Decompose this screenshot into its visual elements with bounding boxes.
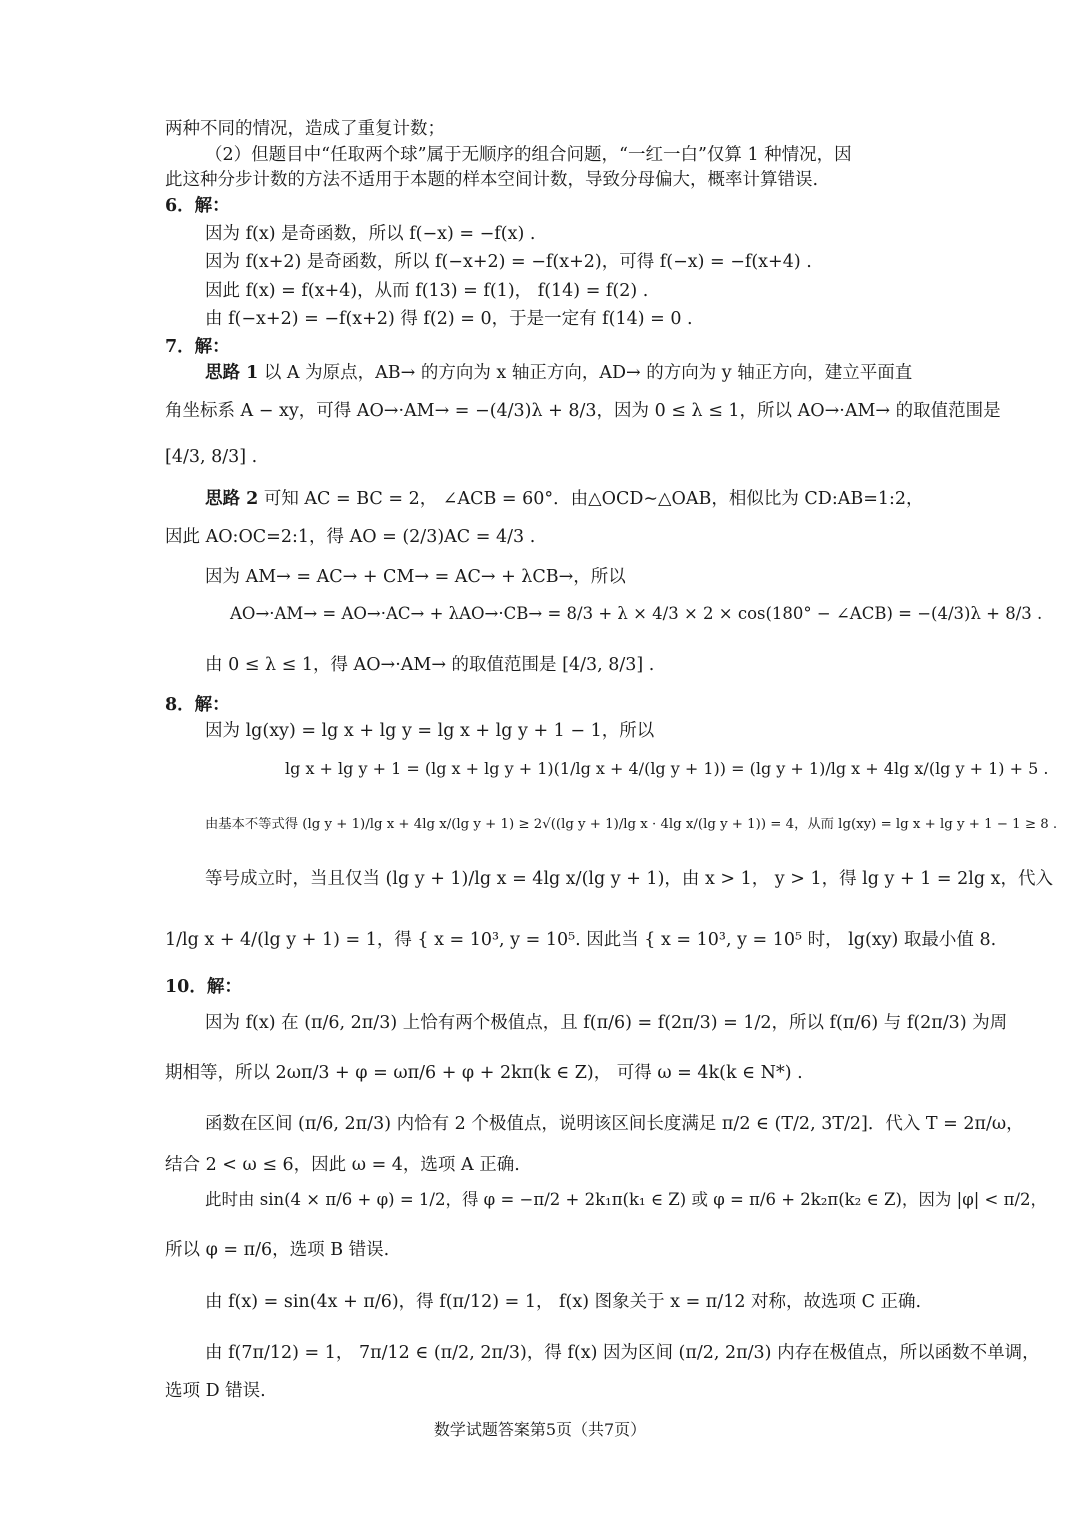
- text-span: 以 A 为原点，AB→ 的方向为 x 轴正方向，AD→ 的方向为 y 轴正方向，建立平面直: [263, 363, 913, 383]
- text-line: 因为 AM→ = AC→ + CM→ = AC→ + λCB→，所以: [205, 567, 626, 587]
- page-footer: 数学试题答案第5页（共7页）: [433, 1420, 647, 1439]
- text-line: 结合 2 < ω ≤ 6，因此 ω = 4，选项 A 正确.: [165, 1155, 520, 1175]
- text-line: 函数在区间 (π/6, 2π/3) 内恰有 2 个极值点，说明该区间长度满足 π/2 ∈ (T/2, 3T/2]．代入 T = 2π/ω，: [205, 1114, 1024, 1134]
- text-line: 选项 D 错误.: [165, 1381, 266, 1401]
- text-line: 因为 f(x) 在 (π/6, 2π/3) 上恰有两个极值点，且 f(π/6) = f(2π/3) = 1/2，所以 f(π/6) 与 f(2π/3) 为周: [205, 1013, 1008, 1033]
- text-line: 因为 f(x) 是奇函数，所以 f(−x) = −f(x) .: [205, 224, 536, 244]
- text-line: [4/3, 8/3] .: [165, 447, 258, 467]
- text-line: 因此 AO:OC=2:1，得 AO = (2/3)AC = 4/3 .: [165, 527, 536, 547]
- text-line: 由基本不等式得 (lg y + 1)/lg x + 4lg x/(lg y + 1) ≥ 2√((lg y + 1)/lg x · 4lg x/(lg y + 1)) = 4，从而 lg(xy) = lg x + lg y + 1 − 1 ≥ 8 .: [205, 817, 1058, 832]
- text-line: 此这种分步计数的方法不适用于本题的样本空间计数，导致分母偏大，概率计算错误.: [165, 170, 819, 190]
- section-heading: 6．解：: [165, 196, 230, 216]
- text-line: 等号成立时，当且仅当 (lg y + 1)/lg x = 4lg x/(lg y + 1)，由 x > 1， y > 1，得 lg y + 1 = 2lg x，代入: [205, 869, 1054, 889]
- text-line: 此时由 sin(4 × π/6 + φ) = 1/2，得 φ = −π/2 + 2k₁π(k₁ ∈ Z) 或 φ = π/6 + 2k₂π(k₂ ∈ Z)，因为 |φ| < π/2，: [205, 1190, 1048, 1209]
- text-line: 因为 f(x+2) 是奇函数，所以 f(−x+2) = −f(x+2)，可得 f(−x) = −f(x+4) .: [205, 252, 812, 272]
- text-line: 1/lg x + 4/(lg y + 1) = 1，得 { x = 10³, y = 10⁵. 因此当 { x = 10³, y = 10⁵ 时， lg(xy) 取最小值 8.: [165, 930, 997, 950]
- text-line: 由 f(−x+2) = −f(x+2) 得 f(2) = 0，于是一定有 f(14) = 0 .: [205, 309, 693, 329]
- text-span: 可知 AC = BC = 2， ∠ACB = 60°．由△OCD∼△OAB，相似比为 CD:AB=1:2，: [263, 489, 924, 509]
- text-line: [205, 361, 912, 385]
- idea-label: 思路 2: [205, 489, 259, 509]
- text-line: 所以 φ = π/6，选项 B 错误.: [165, 1240, 390, 1260]
- section-heading: 10．解：: [165, 977, 242, 997]
- text-line: 角坐标系 A − xy，可得 AO→·AM→ = −(4/3)λ + 8/3，因为 0 ≤ λ ≤ 1，所以 AO→·AM→ 的取值范围是: [165, 401, 1001, 421]
- section-heading: 7．解：: [165, 337, 230, 357]
- idea-label: 思路 1: [205, 363, 259, 383]
- text-line: 由 f(x) = sin(4x + π/6)，得 f(π/12) = 1， f(x) 图象关于 x = π/12 对称，故选项 C 正确.: [205, 1292, 922, 1312]
- text-line: 期相等，所以 2ωπ/3 + φ = ωπ/6 + φ + 2kπ(k ∈ Z)， 可得 ω = 4k(k ∈ N*) .: [165, 1063, 803, 1083]
- text-line: 两种不同的情况，造成了重复计数；: [165, 119, 445, 139]
- text-line: 因此 f(x) = f(x+4)，从而 f(13) = f(1)， f(14) = f(2) .: [205, 281, 649, 301]
- text-line: （2）但题目中“任取两个球”属于无顺序的组合问题，“一红一白”仅算 1 种情况，因: [205, 145, 852, 165]
- text-line: 由 0 ≤ λ ≤ 1，得 AO→·AM→ 的取值范围是 [4/3, 8/3] .: [205, 655, 655, 675]
- text-line: 因为 lg(xy) = lg x + lg y = lg x + lg y + 1 − 1，所以: [205, 721, 655, 741]
- math-line: lg x + lg y + 1 = (lg x + lg y + 1)(1/lg x + 4/(lg y + 1)) = (lg y + 1)/lg x + 4lg x/(lg y + 1) + 5 .: [285, 759, 1049, 778]
- section-heading: 8．解：: [165, 695, 230, 715]
- text-line: [205, 487, 924, 511]
- text-line: 由 f(7π/12) = 1， 7π/12 ∈ (π/2, 2π/3)，得 f(x) 因为区间 (π/2, 2π/3) 内存在极值点，所以函数不单调，: [205, 1343, 1040, 1363]
- math-line: AO→·AM→ = AO→·AC→ + λAO→·CB→ = 8/3 + λ × 4/3 × 2 × cos(180° − ∠ACB) = −(4/3)λ + 8/3 .: [230, 604, 1043, 623]
